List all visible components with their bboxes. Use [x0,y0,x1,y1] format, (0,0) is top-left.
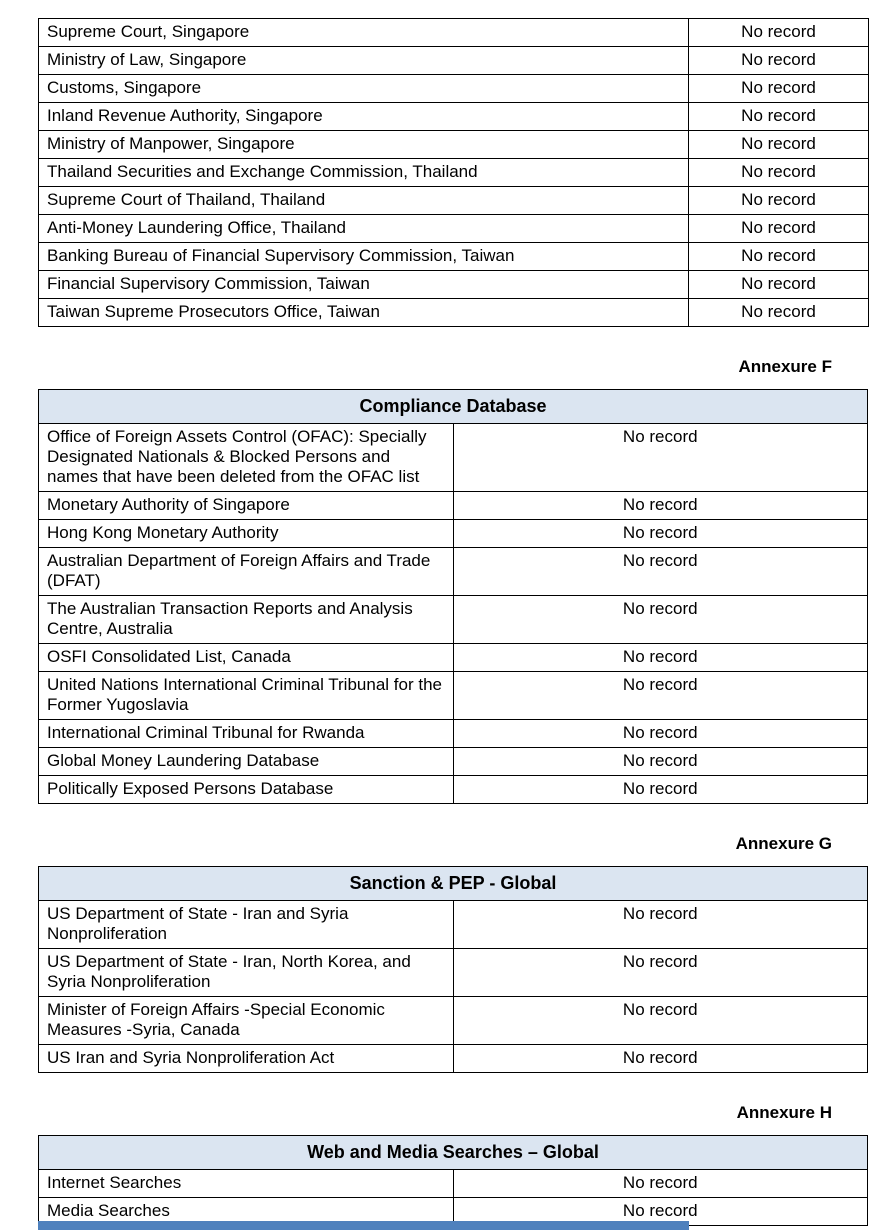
result-cell: No record [453,1170,868,1198]
result-cell: No record [689,159,869,187]
result-cell: No record [453,596,868,644]
sanction-pep-table [38,866,868,1073]
source-cell: Office of Foreign Assets Control (OFAC): Specially Designated Nationals & Blocked Persons and names that have been deleted from the OFAC list [39,424,454,492]
table-row [39,596,868,644]
result-cell: No record [453,548,868,596]
table-row [39,243,869,271]
table-row [39,520,868,548]
table-row [39,997,868,1045]
table-row [39,299,869,327]
result-cell: No record [453,644,868,672]
document-content [38,18,868,1226]
table-row [39,748,868,776]
source-cell: Financial Supervisory Commission, Taiwan [39,271,689,299]
result-cell: No record [453,492,868,520]
source-cell: Inland Revenue Authority, Singapore [39,103,689,131]
source-cell: Politically Exposed Persons Database [39,776,454,804]
table-row [39,424,868,492]
result-cell: No record [689,75,869,103]
table-header-row [39,1136,868,1170]
table-row [39,720,868,748]
table-row [39,187,869,215]
table-row [39,131,869,159]
table-row [39,548,868,596]
compliance-database-table [38,389,868,804]
result-cell: No record [453,748,868,776]
table-row [39,271,869,299]
source-cell: Australian Department of Foreign Affairs and Trade (DFAT) [39,548,454,596]
source-cell: Internet Searches [39,1170,454,1198]
table-row [39,47,869,75]
source-cell: Taiwan Supreme Prosecutors Office, Taiwan [39,299,689,327]
table-row [39,644,868,672]
table-row [39,492,868,520]
table-title: Compliance Database [39,390,868,424]
table-row [39,901,868,949]
result-cell: No record [453,1045,868,1073]
table-row [39,672,868,720]
result-cell: No record [453,672,868,720]
table-header-row [39,390,868,424]
web-media-searches-table [38,1135,868,1226]
result-cell: No record [689,103,869,131]
table-title: Sanction & PEP - Global [39,867,868,901]
table-row [39,75,869,103]
table-row [39,776,868,804]
source-cell: Hong Kong Monetary Authority [39,520,454,548]
source-cell: Minister of Foreign Affairs -Special Economic Measures -Syria, Canada [39,997,454,1045]
partial-next-table-header-bar [38,1221,689,1230]
result-cell: No record [453,997,868,1045]
source-cell: US Department of State - Iran and Syria Nonproliferation [39,901,454,949]
source-cell: Monetary Authority of Singapore [39,492,454,520]
source-cell: Anti-Money Laundering Office, Thailand [39,215,689,243]
table-row [39,1045,868,1073]
table-row [39,19,869,47]
result-cell: No record [453,720,868,748]
result-cell: No record [453,949,868,997]
source-cell: Customs, Singapore [39,75,689,103]
table-title: Web and Media Searches – Global [39,1136,868,1170]
table-row [39,159,869,187]
source-cell: Ministry of Manpower, Singapore [39,131,689,159]
result-cell: No record [689,271,869,299]
source-cell: OSFI Consolidated List, Canada [39,644,454,672]
source-cell: Supreme Court, Singapore [39,19,689,47]
source-cell: Thailand Securities and Exchange Commission, Thailand [39,159,689,187]
table-row [39,103,869,131]
source-cell: US Department of State - Iran, North Korea, and Syria Nonproliferation [39,949,454,997]
result-cell: No record [689,131,869,159]
annexure-g-label: Annexure G [735,834,832,853]
table-header-row [39,867,868,901]
result-cell: No record [453,424,868,492]
result-cell: No record [689,187,869,215]
table-row [39,215,869,243]
source-cell: Ministry of Law, Singapore [39,47,689,75]
table-row [39,949,868,997]
source-cell: Global Money Laundering Database [39,748,454,776]
source-cell: International Criminal Tribunal for Rwanda [39,720,454,748]
source-cell: United Nations International Criminal Tribunal for the Former Yugoslavia [39,672,454,720]
result-cell: No record [689,19,869,47]
result-cell: No record [689,47,869,75]
result-cell: No record [453,901,868,949]
regulatory-sources-table [38,18,869,327]
annexure-h-label: Annexure H [736,1103,832,1122]
annexure-f-label: Annexure F [738,357,832,376]
result-cell: No record [453,1198,868,1226]
result-cell: No record [453,520,868,548]
result-cell: No record [689,299,869,327]
source-cell: Media Searches [39,1198,454,1226]
table-row [39,1170,868,1198]
source-cell: US Iran and Syria Nonproliferation Act [39,1045,454,1073]
result-cell: No record [689,243,869,271]
source-cell: The Australian Transaction Reports and Analysis Centre, Australia [39,596,454,644]
source-cell: Supreme Court of Thailand, Thailand [39,187,689,215]
result-cell: No record [453,776,868,804]
source-cell: Banking Bureau of Financial Supervisory Commission, Taiwan [39,243,689,271]
result-cell: No record [689,215,869,243]
